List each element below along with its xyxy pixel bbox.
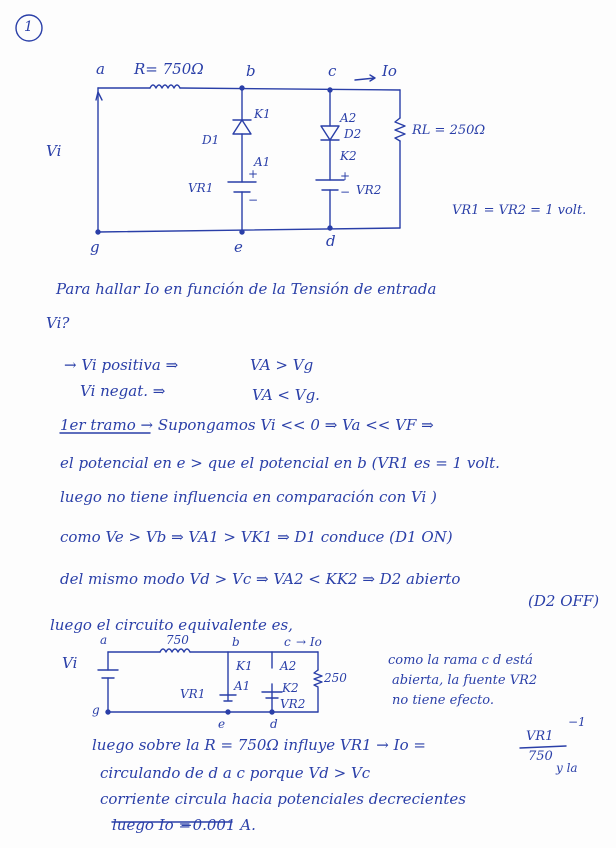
- vi-label: Vi: [46, 142, 62, 160]
- node-b-label: b: [246, 62, 256, 80]
- c2-a2: A2: [280, 659, 297, 673]
- case-positive: → Vi positiva ⇒: [64, 356, 179, 374]
- page-number: 1: [24, 19, 33, 35]
- vr2-minus: −: [340, 185, 351, 199]
- d2-label: D2: [344, 127, 362, 141]
- node-c-label: c: [328, 62, 337, 80]
- note-line-2: abierta, la fuente VR2: [392, 673, 538, 688]
- c2-node-d: d: [270, 717, 278, 731]
- fraction-denominator: 750: [528, 749, 553, 764]
- vr1-minus: −: [248, 193, 259, 207]
- case-negative-result: VA < Vg.: [252, 386, 320, 404]
- paragraph-1: 1er tramo → Supongamos Vi << 0 ⇒ Va << VF ⇒: [60, 416, 434, 434]
- c2-rl: 250: [324, 671, 347, 685]
- c2-a1: A1: [234, 679, 251, 693]
- c2-io: → Io: [296, 635, 322, 649]
- c2-node-g: g: [92, 703, 100, 717]
- fraction-numerator: VR1: [526, 729, 554, 744]
- vr1-label: VR1: [188, 181, 214, 195]
- final-line-2b: y la: [556, 761, 578, 775]
- k2-label: K2: [340, 149, 357, 163]
- io-label: Io: [382, 62, 397, 80]
- c2-vr1: VR1: [180, 687, 206, 701]
- case-positive-result: VA > Vg: [250, 356, 314, 374]
- paragraph-3: luego no tiene influencia en comparación con Vi ): [60, 488, 437, 506]
- vr-equation: VR1 = VR2 = 1 volt.: [452, 203, 587, 218]
- final-line-4: luego Io =: [112, 816, 192, 834]
- c2-k2: K2: [282, 681, 299, 695]
- final-line-1: luego sobre la R = 750Ω influye VR1 → Io =: [92, 736, 426, 754]
- final-line-2: circulando de d a c porque Vd > Vc: [100, 764, 371, 782]
- case-negative: Vi negat. ⇒: [80, 382, 166, 400]
- final-result: −0.001 A.: [180, 816, 256, 834]
- d1-label: D1: [202, 133, 220, 147]
- node-a-label: a: [96, 60, 105, 78]
- resistor-label: R= 750Ω: [134, 60, 204, 78]
- c2-vr2: VR2: [280, 697, 306, 711]
- c2-vi: Vi: [62, 654, 78, 672]
- fraction-exponent: −1: [568, 715, 586, 729]
- c2-node-a: a: [100, 633, 108, 647]
- circuit-1-wires: [96, 75, 405, 234]
- c2-k1: K1: [236, 659, 253, 673]
- final-line-3: corriente circula hacia potenciales decrecientes: [100, 790, 466, 808]
- node-d-label: d: [326, 232, 336, 250]
- vr1-plus: +: [248, 167, 259, 181]
- paragraph-4: como Ve > Vb ⇒ VA1 > VK1 ⇒ D1 conduce (D1 ON): [60, 528, 453, 546]
- vr2-plus: +: [340, 169, 351, 183]
- text-line-2: Vi?: [46, 314, 70, 332]
- paragraph-5b: (D2 OFF): [528, 592, 600, 610]
- vr2-label: VR2: [356, 183, 382, 197]
- c2-node-e: e: [218, 717, 226, 731]
- rl-label: RL = 250Ω: [412, 123, 486, 138]
- node-e-label: e: [234, 238, 243, 256]
- c2-node-c: c: [284, 635, 291, 649]
- paragraph-2: el potencial en e > que el potencial en b (VR1 es = 1 volt.: [60, 454, 500, 472]
- node-g-label: g: [90, 238, 100, 256]
- d2-a-label: A2: [340, 111, 357, 125]
- c2-node-b: b: [232, 635, 240, 649]
- note-line-3: no tiene efecto.: [392, 693, 495, 708]
- paragraph-6: luego el circuito equivalente es,: [50, 616, 293, 634]
- paragraph-5: del mismo modo Vd > Vc ⇒ VA2 < KK2 ⇒ D2 abierto: [60, 570, 461, 588]
- text-line-1: Para hallar Io en función de la Tensión de entrada: [56, 280, 437, 298]
- k1-label: K1: [254, 107, 271, 121]
- a1-label: A1: [254, 155, 271, 169]
- note-line-1: como la rama c d está: [388, 653, 533, 668]
- c2-resistor: 750: [166, 633, 189, 647]
